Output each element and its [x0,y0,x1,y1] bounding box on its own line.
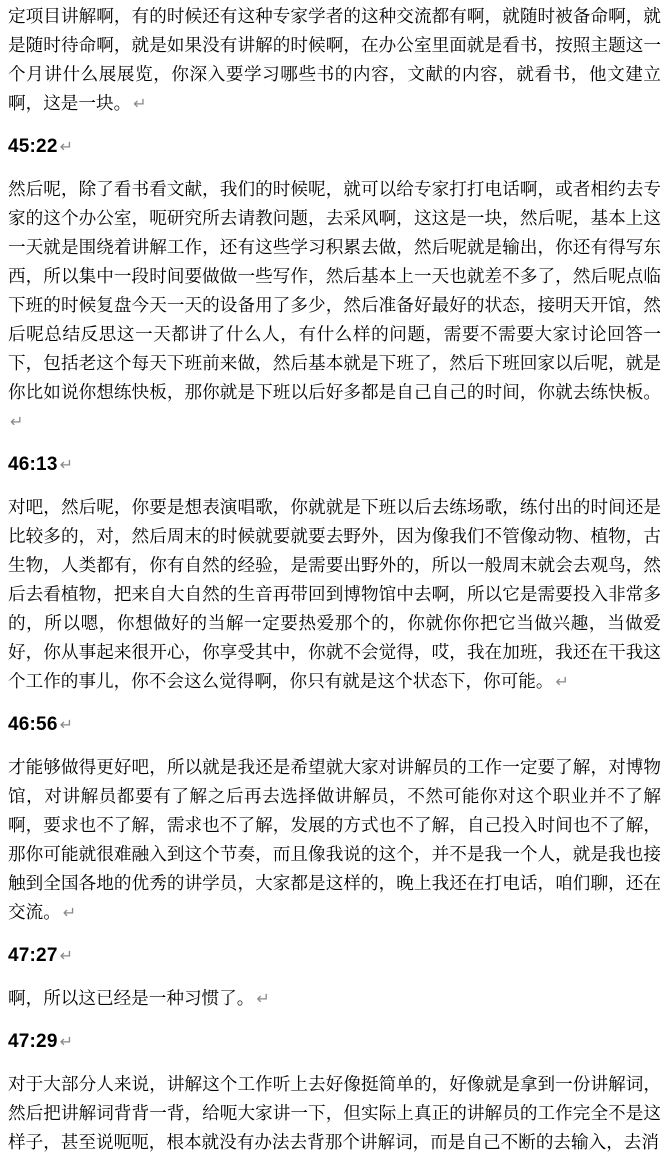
paragraph-mark-icon: ↵ [59,1034,74,1051]
paragraph-mark-icon: ↵ [256,991,270,1008]
paragraph-mark-icon: ↵ [555,674,569,691]
paragraph-text: 对于大部分人来说，讲解这个工作听上去好像挺简单的，好像就是拿到一份讲解词，然后把讲解词背背一背，给呃大家讲一下，但实际上真正的讲解员的工作完全不是这样子，甚至说呃呃，根本就没有办法去背那个讲解词，而是自己不断的去输入，去消 [8,1074,661,1152]
paragraph-text: 然后呢，除了看书看文献，我们的时候呢，就可以给专家打打电话啊，或者相约去专家的这个办公室，呃研究所去请教问题，去采风啊，这这是一块，然后呢，基本上这一天就是围绕着讲解工作，还有这些学习积累去做，然后呢就是输出，你还有得写东西，所以集中一段时间要做做一些写作，然后基本上一天也就差不多了，然后呢点临下班的时候复盘今天一天的设备用了多少，然后准备好最好的状态，接明天开馆，然后呢总结反思这一天都讲了什么人，有什么样的问题，需要不需要大家讨论回答一下，包括老这个每天下班前来做，然后基本就是下班了，然后下班回家以后呢，就是你比如说你想练快板，那你就是下班以后好多都是自己自己的时间，你就去练快板。 [8,179,661,402]
paragraph-mark-icon: ↵ [62,905,77,922]
transcript-paragraph [8,2,661,119]
paragraph-mark-icon: ↵ [10,414,24,431]
timestamp-text: 46:13 [8,454,58,475]
paragraph-text: 定项目讲解啊，有的时候还有这种专家学者的这种交流都有啊，就随时被备命啊，就是随时待命啊，就是如果没有讲解的时候啊，在办公室里面就是看书，按照主题这一个月讲什么展展览，你深入要学习哪些书的内容，文献的内容，就看书，他文建立啊，这是一块。 [8,6,661,113]
paragraph-text: 啊，所以这已经是一种习惯了。 [8,988,255,1008]
paragraph-mark-icon: ↵ [133,96,147,113]
paragraph-mark-icon: ↵ [59,717,74,734]
transcript-paragraph [8,175,661,437]
timestamp-heading [8,450,661,480]
timestamp-heading [8,132,661,162]
transcript-paragraph [8,984,661,1014]
transcript-paragraph [8,1070,661,1157]
timestamp-text: 47:27 [8,945,58,966]
timestamp-text: 45:22 [8,136,58,157]
timestamp-text: 46:56 [8,714,58,735]
transcript-paragraph [8,753,661,928]
timestamp-heading [8,710,661,740]
paragraph-text: 才能够做得更好吧，所以就是我还是希望就大家对讲解员的工作一定要了解，对博物馆，对讲解员都要有了解之后再去选择做讲解员，不然可能你对这个职业并不了解啊，要求也不了解，需求也不了解，发展的方式也不了解，自己投入时间也不了解，那你可能就很难融入到这个节奏，而且像我说的这个，并不是我一个人，就是我也接触到全国各地的优秀的讲学员，大家都是这样的，晚上我还在打电话，咱们聊，还在交流。 [8,757,661,922]
paragraph-mark-icon: ↵ [59,139,74,156]
paragraph-mark-icon: ↵ [59,457,74,474]
timestamp-heading [8,1027,661,1057]
timestamp-heading [8,941,661,971]
paragraph-text: 对吧，然后呢，你要是想表演唱歌，你就就是下班以后去练场歌，练付出的时间还是比较多的，对，然后周末的时候就要就要去野外，因为像我们不管像动物、植物，古生物，人类都有，你有自然的经验，是需要出野外的，所以一般周末就会去观鸟，然后去看植物，把来自大自然的生音再带回到博物馆中去啊，所以它是需要投入非常多的，所以嗯，你想做好的当解一定要热爱那个的，你就你你把它当做兴趣，当做爱好，你从事起来很开心，你享受其中，你就不会觉得，哎，我在加班，我还在干我这个工作的事儿，你不会这么觉得啊，你只有就是这个状态下，你可能。 [8,497,661,691]
transcript-paragraph [8,493,661,697]
timestamp-text: 47:29 [8,1031,58,1052]
paragraph-mark-icon: ↵ [59,948,74,965]
